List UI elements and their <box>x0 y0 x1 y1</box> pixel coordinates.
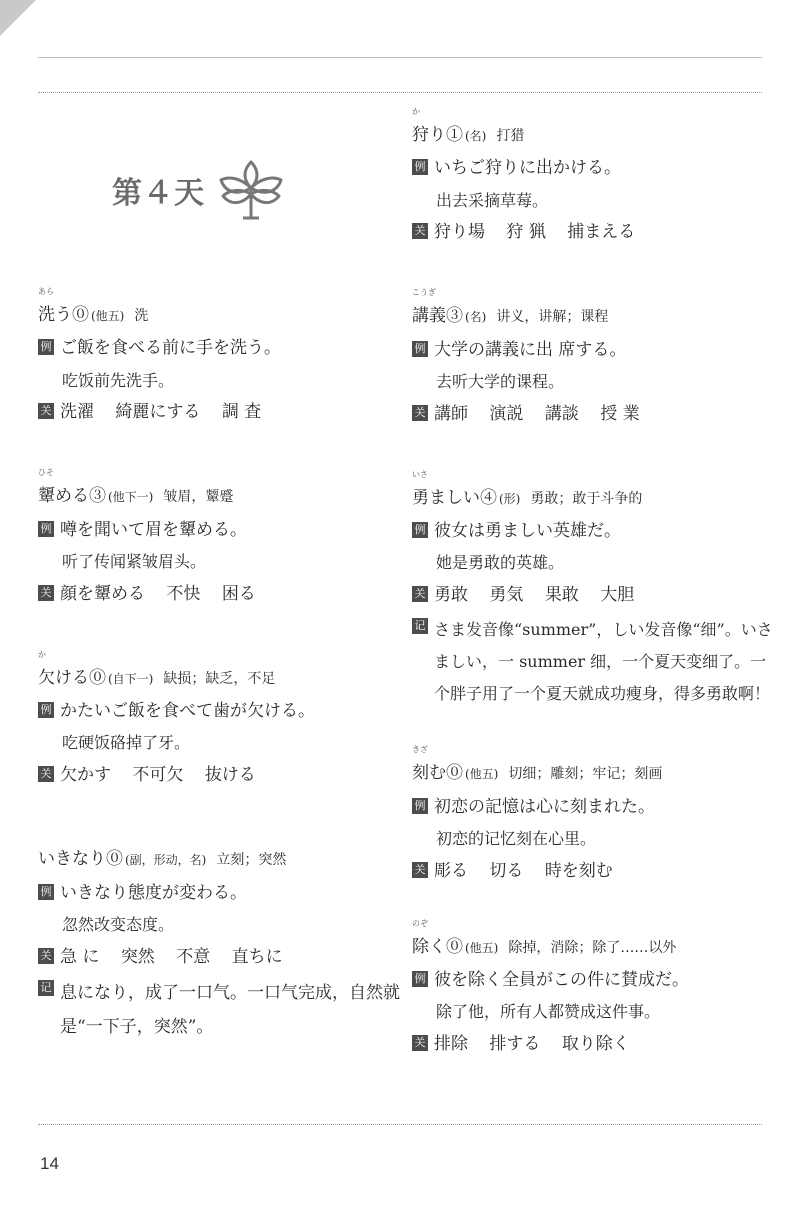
word-meaning: 讲义，讲解；课程 <box>496 309 609 326</box>
related-words <box>434 858 629 884</box>
word-reading: あら <box>38 287 54 296</box>
vocab-word: 刻む⓪ <box>412 763 463 784</box>
example-sentence: ご飯を食べる前に手を洗う。 <box>60 338 281 359</box>
example-sentence: かたいご飯を食べて歯が欠ける。 <box>60 701 315 722</box>
example-translation: 初恋的记忆刻在心里。 <box>436 828 597 848</box>
example-translation: 吃硬饭硌掉了牙。 <box>62 733 191 753</box>
related-word: 捕まえる <box>567 222 636 243</box>
related-badge: 关 <box>38 766 54 782</box>
related-badge: 关 <box>38 403 54 419</box>
example-badge: 例 <box>412 971 428 987</box>
vocab-entry <box>412 746 782 883</box>
part-of-speech: (他五) <box>91 309 125 323</box>
related-word: 顔を顰める <box>60 583 145 604</box>
word-reading: ひそ <box>38 468 54 478</box>
right-column <box>412 108 782 1057</box>
part-of-speech: (他五) <box>465 767 499 782</box>
memo-badge: 记 <box>412 618 428 634</box>
example-translation: 去听大学的课程。 <box>436 372 565 391</box>
word-reading: か <box>38 649 46 659</box>
vocab-entry <box>38 469 408 606</box>
part-of-speech: (自下一) <box>108 671 154 686</box>
related-word: 欠かす <box>60 765 111 786</box>
example-badge: 例 <box>38 339 54 355</box>
vocab-word: 顰める③ <box>38 486 106 507</box>
related-word: 急 に <box>60 946 100 967</box>
related-words <box>434 219 651 245</box>
word-meaning: 立刻；突然 <box>216 852 287 869</box>
part-of-speech: (名) <box>465 310 487 325</box>
memo-note: さま发音像“summer”，しい发音像“细”。いさましい，一 summer 细，一个夏天变细了。一个胖子用了一个夏天就成功瘦身，得多勇敢啊！ <box>434 620 773 704</box>
word-reading: のぞ <box>412 918 428 928</box>
related-word: 彫る <box>434 860 468 881</box>
vocab-entry <box>412 471 782 710</box>
memo-note: 息になり，成了一口气。一口气完成，自然就是“一下子，突然”。 <box>60 982 400 1037</box>
related-word: 授 業 <box>600 403 640 424</box>
related-words <box>60 944 299 970</box>
related-word: 排除 <box>434 1034 468 1054</box>
word-reading: きざ <box>412 745 428 755</box>
vocab-word: 欠ける⓪ <box>38 667 106 688</box>
page-number: 14 <box>40 1154 59 1173</box>
related-word: 取り除く <box>561 1034 630 1054</box>
related-word: 不快 <box>166 583 201 604</box>
leaf-icon <box>215 158 287 222</box>
example-sentence: 噂を聞いて眉を顰める。 <box>60 519 247 540</box>
part-of-speech: (副，形动，名) <box>125 853 207 868</box>
top-rule <box>38 57 762 58</box>
vocab-entry <box>412 108 782 245</box>
related-word: 勇敢 <box>434 585 468 606</box>
example-translation: 她是勇敢的英雄。 <box>436 553 565 573</box>
related-word: 不意 <box>176 946 211 967</box>
related-word: 勇気 <box>489 585 524 606</box>
left-column <box>38 288 408 1044</box>
part-of-speech: (名) <box>465 129 487 143</box>
example-translation: 忽然改变态度。 <box>62 914 175 934</box>
vocab-word: 除く⓪ <box>412 936 463 957</box>
vocab-word: 洗う⓪ <box>38 305 89 325</box>
related-badge: 关 <box>412 862 428 878</box>
part-of-speech: (形) <box>499 491 521 506</box>
related-word: 困る <box>221 583 256 604</box>
related-word: 綺麗にする <box>115 402 201 423</box>
example-translation: 出去采摘草莓。 <box>436 190 549 210</box>
related-word: 果敢 <box>544 585 579 606</box>
related-badge: 关 <box>412 405 428 421</box>
related-words <box>434 1031 646 1057</box>
related-words <box>434 582 650 608</box>
related-word: 演説 <box>489 403 524 424</box>
related-badge: 关 <box>412 1035 428 1051</box>
example-sentence: 大学の講義に出 席する。 <box>434 339 627 360</box>
corner-tab-decoration <box>0 0 36 36</box>
vocab-entry <box>38 288 408 425</box>
vocab-word: 講義③ <box>412 306 463 327</box>
word-reading: か <box>412 107 420 116</box>
word-meaning: 皱眉，颦蹙 <box>163 489 234 506</box>
related-word: 狩り場 <box>434 222 485 243</box>
word-reading: いさ <box>412 469 428 479</box>
related-word: 洗濯 <box>60 402 94 423</box>
example-badge: 例 <box>38 521 54 537</box>
related-badge: 关 <box>412 223 428 239</box>
related-badge: 关 <box>38 585 54 601</box>
example-sentence: 彼女は勇ましい英雄だ。 <box>434 521 621 542</box>
related-words <box>60 762 272 788</box>
example-badge: 例 <box>38 702 54 718</box>
example-sentence: いきなり態度が変わる。 <box>60 882 247 903</box>
vocab-word: 狩り① <box>412 125 463 145</box>
related-word: 講談 <box>544 403 579 424</box>
example-badge: 例 <box>412 159 428 175</box>
example-badge: 例 <box>412 522 428 538</box>
related-word: 調 査 <box>221 402 262 423</box>
vocab-entry <box>38 651 408 788</box>
part-of-speech: (他五) <box>465 940 499 955</box>
word-meaning: 勇敢；敢于斗争的 <box>530 490 643 507</box>
example-badge: 例 <box>412 341 428 357</box>
example-translation: 听了传闻紧皱眉头。 <box>62 552 207 571</box>
related-word: 排する <box>489 1034 541 1054</box>
related-badge: 关 <box>412 586 428 602</box>
related-word: 直ちに <box>231 946 283 967</box>
memo-badge: 记 <box>38 980 54 996</box>
vocab-entry <box>38 832 408 1043</box>
related-word: 大胆 <box>600 585 635 606</box>
example-sentence: 彼を除く全員がこの件に賛成だ。 <box>434 970 689 991</box>
word-reading: こうぎ <box>412 288 436 298</box>
day-title: 第４天 <box>112 176 205 211</box>
vocab-entry <box>412 289 782 426</box>
related-words <box>434 401 656 427</box>
word-meaning: 除掉，消除；除了……以外 <box>508 939 677 956</box>
related-word: 不可欠 <box>132 765 184 786</box>
word-meaning: 打猎 <box>496 128 525 144</box>
related-word: 講師 <box>434 403 468 424</box>
word-meaning: 缺损；缺乏，不足 <box>163 670 276 687</box>
part-of-speech: (他下一) <box>108 490 154 505</box>
related-word: 切る <box>489 860 524 881</box>
word-meaning: 洗 <box>134 308 149 324</box>
related-words <box>60 581 272 607</box>
vocab-word: 勇ましい④ <box>412 487 497 508</box>
related-badge: 关 <box>38 948 54 964</box>
vocab-entry <box>412 920 782 1057</box>
day-heading <box>112 158 287 222</box>
related-word: 狩 猟 <box>506 222 546 243</box>
word-meaning: 切细；雕刻；牢记；刻画 <box>508 766 663 783</box>
related-word: 突然 <box>120 946 155 967</box>
example-badge: 例 <box>38 884 54 900</box>
related-words <box>60 399 277 425</box>
related-word: 時を刻む <box>544 860 613 881</box>
related-word: 抜ける <box>204 765 256 786</box>
example-sentence: いちご狩りに出かける。 <box>434 158 621 179</box>
example-translation: 吃饭前先洗手。 <box>62 370 175 390</box>
example-badge: 例 <box>412 798 428 814</box>
bottom-dotted-rule <box>38 1124 762 1125</box>
example-translation: 除了他，所有人都赞成这件事。 <box>436 1002 661 1022</box>
vocab-word: いきなり⓪ <box>38 849 123 870</box>
example-sentence: 初恋の記憶は心に刻まれた。 <box>434 796 655 817</box>
top-dotted-rule <box>38 92 762 93</box>
